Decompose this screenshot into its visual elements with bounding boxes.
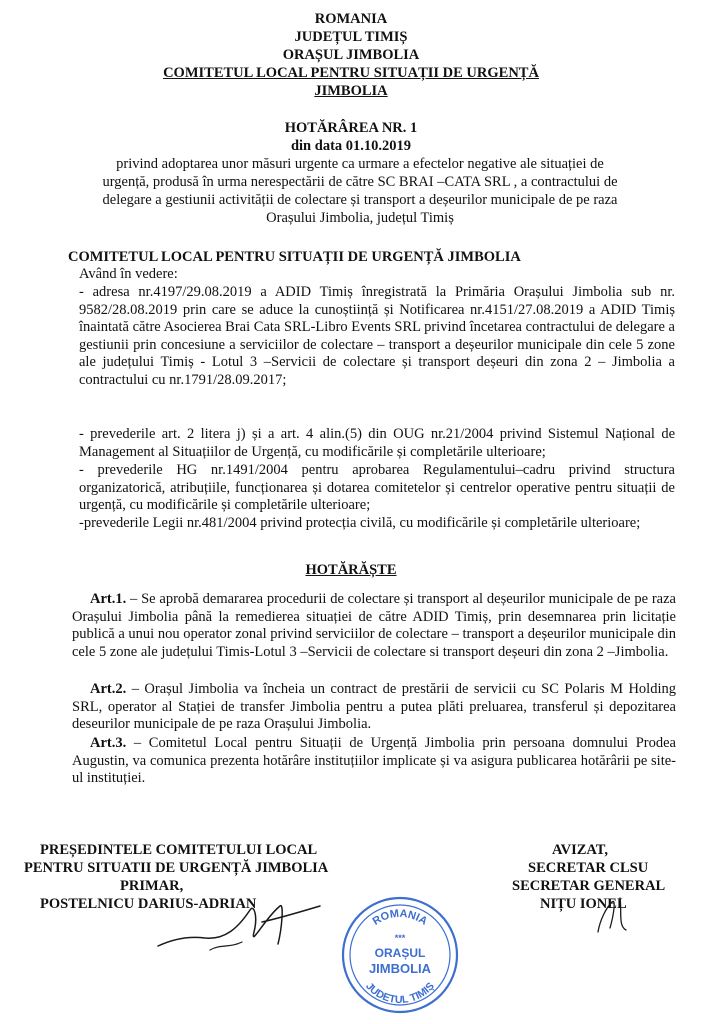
decision-title: HOTĂRÂREA NR. 1: [284, 120, 418, 136]
svg-text:ROMANIA: [371, 908, 430, 928]
article-text: – Se aprobă demararea procedurii de colectare și transport al deșeurilor municipale de pe raza Orașului Jimbolia până la remedierea situației de către ADID Timiș, prin desemnarea prin licitație publică a unui nou operator zonal privind serviciilor de colectare – transport a deșeurilor municipale din cele 5 zone ale județului Timis-Lotul 3 –Servicii de colectare si transport deșeuri din zona 2 –Jimbolia.: [72, 591, 676, 660]
decision-date: din data 01.10.2019: [290, 138, 412, 154]
decides-heading: HOTĂRĂȘTE: [305, 562, 397, 578]
article-1: [72, 591, 676, 661]
mayor-handwritten-signature: [150, 888, 325, 958]
stamp-top-text: ROMANIA: [370, 907, 430, 928]
consideration-item: - adresa nr.4197/29.08.2019 a ADID Timiș înregistrată la Primăria Orașului Jimbolia sub nr. 9582/28.08.2019 prin care se aduce la cunoștiință și Notificarea nr.4151/27.08.2019 a ADID Timiș înaintată către Asocierea Brai Cata SRL-Libro Events SRL privind încetarea contractului de delegare a gestiunii prin concesiune a serviciilor de colectare – transport a deșeurilor municipale din cele 5 zone ale județului Timiș - Lotul 3 –Servicii de colectare și transport deșeuri din zona 2 – Jimbolia a contractului cu nr.1791/28.09.2017;: [79, 284, 675, 388]
county-heading: JUDEȚUL TIMIȘ: [294, 29, 408, 45]
country-heading: ROMANIA: [314, 11, 388, 27]
article-label: Art.3.: [90, 735, 127, 751]
article-label: Art.2.: [90, 681, 127, 697]
town-heading: ORAȘUL JIMBOLIA: [282, 47, 420, 63]
svg-text:JUDETUL TIMIȘ: [363, 980, 437, 1006]
committee-city-heading: JIMBOLIA: [314, 83, 388, 99]
article-text: – Orașul Jimbolia va încheia un contract de prestării de servicii cu SC Polaris M Holding SRL, operator al Stației de transfer Jimbolia pentru a putea plăti preluarea, transferul și depozitarea deseurilor municipale de pe raza Orașului Jimbolia.: [72, 681, 676, 733]
general-secretary-title: SECRETAR GENERAL: [512, 878, 666, 894]
president-title-line: PENTRU SITUATII DE URGENȚĂ JIMBOLIA: [24, 860, 329, 876]
consideration-item: - prevederile HG nr.1491/2004 pentru aprobarea Regulamentului–cadru privind structura organizatorică, atribuțiile, funcționarea și dotarea comitetelor și centrelor operative pentru situații de urgență, cu modificările și completările ulterioare;: [79, 462, 675, 514]
decision-subject-line: urgență, produsă în urma nerespectării de către SC BRAI –CATA SRL , a contractului de: [102, 174, 618, 190]
stamp-line-2: JIMBOLIA: [368, 961, 432, 976]
consideration-item: -prevederile Legii nr.481/2004 privind protecția civilă, cu modificările și completările ulterioare;: [79, 515, 641, 531]
committee-name: COMITETUL LOCAL PENTRU SITUAȚII DE URGENȚĂ JIMBOLIA: [68, 249, 521, 265]
consideration-item: - prevederile art. 2 litera j) și a art. 4 alin.(5) din OUG nr.21/2004 privind Sistemul Național de Management al Situațiilor de Urgență, cu modificările și completările ulterioare;: [79, 426, 675, 460]
article-2: [72, 681, 676, 734]
considering-label: Având în vedere:: [79, 266, 178, 282]
mayor-title: PRIMAR,: [120, 878, 184, 894]
endorsed-label: AVIZAT,: [552, 842, 609, 858]
secretary-name: NIȚU IONEL: [540, 896, 627, 912]
article-text: – Comitetul Local pentru Situații de Urgență Jimbolia prin persoana domnului Prodea Augustin, va comunica prezenta hotărâre instituțiilor implicate și va asigura publicarea hotărârii pe site-ul instituției.: [72, 735, 676, 787]
official-stamp-seal: [338, 893, 462, 1017]
stamp-line-1: ORAȘUL: [374, 946, 426, 960]
stamp-bottom-text: JUDETUL TIMIȘ: [363, 980, 437, 1007]
committee-heading: COMITETUL LOCAL PENTRU SITUAȚII DE URGENȚĂ: [163, 65, 539, 81]
secretary-handwritten-signature: [540, 880, 670, 950]
decision-subject-line: privind adoptarea unor măsuri urgente ca urmare a efectelor negative ale situației de: [116, 156, 604, 172]
stamp-stars: ***: [394, 933, 406, 943]
decision-subject-line: Orașului Jimbolia, județul Timiș: [266, 210, 454, 226]
mayor-name: POSTELNICU DARIUS-ADRIAN: [40, 896, 257, 912]
president-title-line: PREȘEDINTELE COMITETULUI LOCAL: [40, 842, 318, 858]
decision-subject-line: delegare a gestiunii activității de colectare și transport a deșeurilor municipale de pe raza: [102, 192, 618, 208]
article-3: [72, 735, 676, 788]
article-label: Art.1.: [90, 591, 127, 607]
clsu-secretary-title: SECRETAR CLSU: [528, 860, 649, 876]
